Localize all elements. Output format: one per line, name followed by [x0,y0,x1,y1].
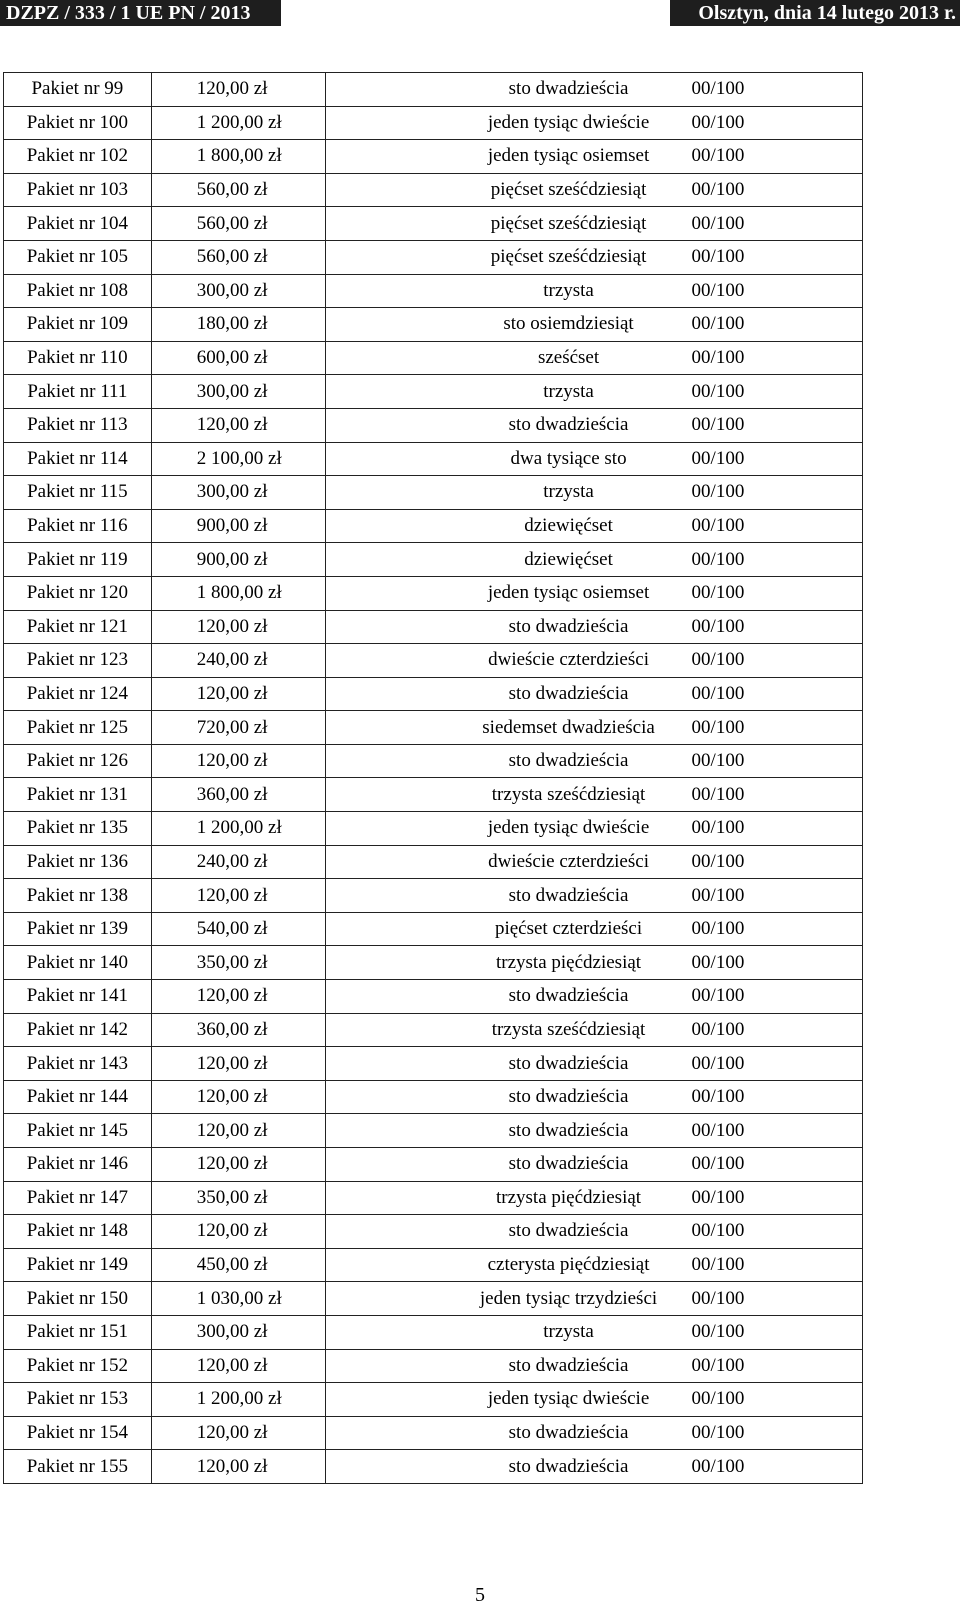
amount-in-words-cell [325,778,862,812]
table-row [4,1148,863,1182]
package-table [3,72,863,1484]
table-row [4,610,863,644]
amount-cell: 1 800,00 zł [151,140,325,174]
amount-cell: 120,00 zł [151,980,325,1014]
grosze-fraction: 00/100 [691,750,745,772]
package-number-cell: Pakiet nr 110 [4,341,152,375]
table-row [4,812,863,846]
grosze-fraction: 00/100 [691,481,745,503]
amount-cell: 120,00 zł [151,677,325,711]
amount-cell: 300,00 zł [151,476,325,510]
package-number-cell: Pakiet nr 113 [4,408,152,442]
table-row [4,912,863,946]
grosze-fraction: 00/100 [691,111,745,133]
amount-in-words-cell [325,879,862,913]
grosze-fraction: 00/100 [691,850,745,872]
table-row [4,240,863,274]
amount-in-words: pięćset sześćdziesiąt [490,246,647,268]
package-number-cell: Pakiet nr 152 [4,1349,152,1383]
table-row [4,207,863,241]
amount-cell: 120,00 zł [151,610,325,644]
grosze-fraction: 00/100 [691,918,745,940]
amount-cell: 1 200,00 zł [151,106,325,140]
package-number-cell: Pakiet nr 153 [4,1383,152,1417]
amount-in-words: jeden tysiąc osiemset [487,582,650,604]
amount-in-words-cell [325,744,862,778]
grosze-fraction: 00/100 [691,783,745,805]
amount-cell: 120,00 zł [151,1450,325,1484]
grosze-fraction: 00/100 [691,1388,745,1410]
amount-cell: 1 200,00 zł [151,1383,325,1417]
amount-in-words-cell [325,341,862,375]
grosze-fraction: 00/100 [691,145,745,167]
amount-in-words: sto dwadzieścia [508,1052,629,1074]
amount-in-words-cell [325,576,862,610]
amount-in-words: sto dwadzieścia [508,884,629,906]
table-row [4,543,863,577]
amount-in-words: trzysta pięćdziesiąt [496,1186,642,1208]
amount-in-words-cell [325,173,862,207]
table-row [4,1383,863,1417]
grosze-fraction: 00/100 [691,380,745,402]
grosze-fraction: 00/100 [691,347,745,369]
package-number-cell: Pakiet nr 147 [4,1181,152,1215]
amount-in-words: sto dwadzieścia [508,750,629,772]
amount-cell: 2 100,00 zł [151,442,325,476]
package-number-cell: Pakiet nr 114 [4,442,152,476]
table-row [4,677,863,711]
amount-in-words-cell [325,1148,862,1182]
document-reference: DZPZ / 333 / 1 UE PN / 2013 [0,0,281,26]
amount-in-words-cell [325,476,862,510]
table-row [4,845,863,879]
table-row [4,274,863,308]
amount-in-words: dziewięćset [524,548,613,570]
document-date: Olsztyn, dnia 14 lutego 2013 r. [670,0,960,26]
table-row [4,106,863,140]
amount-cell: 560,00 zł [151,240,325,274]
amount-in-words: dwa tysiące sto [510,447,627,469]
amount-in-words: sto dwadzieścia [508,1086,629,1108]
amount-in-words-cell [325,509,862,543]
amount-in-words: jeden tysiąc dwieście [487,1388,650,1410]
amount-cell: 300,00 zł [151,274,325,308]
package-table-body [4,73,863,1484]
package-number-cell: Pakiet nr 120 [4,576,152,610]
amount-cell: 120,00 zł [151,1416,325,1450]
amount-cell: 560,00 zł [151,207,325,241]
package-number-cell: Pakiet nr 148 [4,1215,152,1249]
table-row [4,509,863,543]
amount-cell: 1 800,00 zł [151,576,325,610]
grosze-fraction: 00/100 [691,951,745,973]
page-number: 5 [475,1584,485,1606]
amount-in-words-cell [325,812,862,846]
grosze-fraction: 00/100 [691,649,745,671]
amount-in-words: czterysta pięćdziesiąt [487,1254,650,1276]
amount-in-words-cell [325,946,862,980]
amount-cell: 600,00 zł [151,341,325,375]
grosze-fraction: 00/100 [691,817,745,839]
grosze-fraction: 00/100 [691,1052,745,1074]
amount-in-words: sześćset [537,347,600,369]
amount-in-words: jeden tysiąc dwieście [487,817,650,839]
amount-in-words: dwieście czterdzieści [488,850,649,872]
package-number-cell: Pakiet nr 123 [4,644,152,678]
table-row [4,576,863,610]
package-number-cell: Pakiet nr 143 [4,1047,152,1081]
package-number-cell: Pakiet nr 139 [4,912,152,946]
amount-cell: 180,00 zł [151,308,325,342]
table-row [4,711,863,745]
table-row [4,644,863,678]
amount-cell: 1 030,00 zł [151,1282,325,1316]
amount-cell: 120,00 zł [151,879,325,913]
amount-cell: 900,00 zł [151,543,325,577]
amount-cell: 360,00 zł [151,778,325,812]
package-number-cell: Pakiet nr 104 [4,207,152,241]
package-number-cell: Pakiet nr 145 [4,1114,152,1148]
amount-in-words: sto dwadzieścia [508,985,629,1007]
table-row [4,375,863,409]
amount-in-words-cell [325,912,862,946]
table-row [4,341,863,375]
amount-cell: 560,00 zł [151,173,325,207]
grosze-fraction: 00/100 [691,548,745,570]
package-number-cell: Pakiet nr 138 [4,879,152,913]
amount-in-words: trzysta [543,1321,594,1343]
table-row [4,1215,863,1249]
table-row [4,1315,863,1349]
amount-in-words-cell [325,980,862,1014]
amount-in-words: sto osiemdziesiąt [503,313,634,335]
amount-in-words-cell [325,1282,862,1316]
amount-in-words-cell [325,1450,862,1484]
amount-cell: 240,00 zł [151,845,325,879]
amount-in-words-cell [325,1315,862,1349]
grosze-fraction: 00/100 [691,246,745,268]
grosze-fraction: 00/100 [691,1018,745,1040]
amount-in-words: siedemset dwadzieścia [482,716,655,738]
grosze-fraction: 00/100 [691,313,745,335]
table-row [4,1416,863,1450]
table-row [4,1282,863,1316]
package-number-cell: Pakiet nr 141 [4,980,152,1014]
amount-in-words: pięćset czterdzieści [494,918,643,940]
table-row [4,1181,863,1215]
amount-in-words: trzysta [543,481,594,503]
amount-in-words: sto dwadzieścia [508,1220,629,1242]
grosze-fraction: 00/100 [691,1119,745,1141]
amount-in-words-cell [325,375,862,409]
package-number-cell: Pakiet nr 105 [4,240,152,274]
amount-cell: 350,00 zł [151,1181,325,1215]
grosze-fraction: 00/100 [691,985,745,1007]
amount-cell: 900,00 zł [151,509,325,543]
amount-in-words-cell [325,1047,862,1081]
grosze-fraction: 00/100 [691,1220,745,1242]
grosze-fraction: 00/100 [691,212,745,234]
package-number-cell: Pakiet nr 121 [4,610,152,644]
package-number-cell: Pakiet nr 142 [4,1013,152,1047]
package-number-cell: Pakiet nr 125 [4,711,152,745]
package-number-cell: Pakiet nr 154 [4,1416,152,1450]
grosze-fraction: 00/100 [691,1354,745,1376]
amount-in-words: jeden tysiąc osiemset [487,145,650,167]
amount-in-words: sto dwadzieścia [508,1153,629,1175]
grosze-fraction: 00/100 [691,1321,745,1343]
package-number-cell: Pakiet nr 155 [4,1450,152,1484]
grosze-fraction: 00/100 [691,515,745,537]
table-row [4,1248,863,1282]
amount-in-words: sto dwadzieścia [508,1422,629,1444]
amount-in-words: sto dwadzieścia [508,1354,629,1376]
amount-in-words-cell [325,1416,862,1450]
package-number-cell: Pakiet nr 108 [4,274,152,308]
amount-cell: 120,00 zł [151,73,325,107]
amount-in-words-cell [325,644,862,678]
amount-in-words-cell [325,711,862,745]
amount-in-words-cell [325,1181,862,1215]
package-number-cell: Pakiet nr 124 [4,677,152,711]
amount-in-words-cell [325,1013,862,1047]
table-row [4,140,863,174]
amount-in-words-cell [325,1248,862,1282]
table-row [4,879,863,913]
package-number-cell: Pakiet nr 116 [4,509,152,543]
table-row [4,1114,863,1148]
grosze-fraction: 00/100 [691,279,745,301]
package-number-cell: Pakiet nr 115 [4,476,152,510]
package-number-cell: Pakiet nr 119 [4,543,152,577]
amount-in-words: trzysta pięćdziesiąt [496,951,642,973]
amount-cell: 240,00 zł [151,644,325,678]
amount-in-words: trzysta sześćdziesiąt [491,1018,646,1040]
amount-in-words-cell [325,274,862,308]
table-row [4,476,863,510]
amount-in-words: sto dwadzieścia [508,78,629,100]
amount-in-words-cell [325,1114,862,1148]
grosze-fraction: 00/100 [691,1086,745,1108]
package-number-cell: Pakiet nr 135 [4,812,152,846]
grosze-fraction: 00/100 [691,447,745,469]
grosze-fraction: 00/100 [691,682,745,704]
package-number-cell: Pakiet nr 100 [4,106,152,140]
amount-in-words-cell [325,1215,862,1249]
package-number-cell: Pakiet nr 99 [4,73,152,107]
amount-in-words-cell [325,442,862,476]
amount-cell: 120,00 zł [151,1047,325,1081]
package-number-cell: Pakiet nr 149 [4,1248,152,1282]
amount-cell: 120,00 zł [151,1215,325,1249]
package-number-cell: Pakiet nr 144 [4,1080,152,1114]
amount-cell: 120,00 zł [151,1080,325,1114]
table-row [4,778,863,812]
grosze-fraction: 00/100 [691,1455,745,1477]
amount-cell: 120,00 zł [151,1148,325,1182]
amount-in-words-cell [325,240,862,274]
amount-cell: 300,00 zł [151,375,325,409]
amount-in-words-cell [325,1383,862,1417]
package-number-cell: Pakiet nr 109 [4,308,152,342]
amount-in-words-cell [325,845,862,879]
grosze-fraction: 00/100 [691,582,745,604]
amount-cell: 350,00 zł [151,946,325,980]
amount-in-words: jeden tysiąc trzydzieści [479,1287,658,1309]
amount-in-words: sto dwadzieścia [508,615,629,637]
package-number-cell: Pakiet nr 140 [4,946,152,980]
amount-cell: 300,00 zł [151,1315,325,1349]
table-row [4,173,863,207]
package-number-cell: Pakiet nr 103 [4,173,152,207]
grosze-fraction: 00/100 [691,1422,745,1444]
package-number-cell: Pakiet nr 102 [4,140,152,174]
table-row [4,442,863,476]
package-number-cell: Pakiet nr 146 [4,1148,152,1182]
amount-in-words-cell [325,207,862,241]
amount-cell: 120,00 zł [151,1114,325,1148]
amount-cell: 450,00 zł [151,1248,325,1282]
amount-in-words: trzysta sześćdziesiąt [491,783,646,805]
amount-in-words: pięćset sześćdziesiąt [490,212,647,234]
package-number-cell: Pakiet nr 150 [4,1282,152,1316]
amount-in-words-cell [325,1349,862,1383]
grosze-fraction: 00/100 [691,414,745,436]
table-row [4,1013,863,1047]
amount-in-words: jeden tysiąc dwieście [487,111,650,133]
package-number-cell: Pakiet nr 131 [4,778,152,812]
table-row [4,1047,863,1081]
amount-in-words-cell [325,106,862,140]
table-row [4,744,863,778]
amount-in-words-cell [325,610,862,644]
package-number-cell: Pakiet nr 136 [4,845,152,879]
table-row [4,1080,863,1114]
amount-in-words: sto dwadzieścia [508,1119,629,1141]
table-row [4,73,863,107]
amount-cell: 120,00 zł [151,1349,325,1383]
package-number-cell: Pakiet nr 126 [4,744,152,778]
amount-in-words: sto dwadzieścia [508,682,629,704]
amount-cell: 540,00 zł [151,912,325,946]
amount-in-words-cell [325,1080,862,1114]
amount-cell: 1 200,00 zł [151,812,325,846]
amount-cell: 720,00 zł [151,711,325,745]
amount-in-words: pięćset sześćdziesiąt [490,179,647,201]
table-row [4,980,863,1014]
amount-in-words-cell [325,140,862,174]
package-number-cell: Pakiet nr 151 [4,1315,152,1349]
table-row [4,946,863,980]
grosze-fraction: 00/100 [691,1186,745,1208]
amount-cell: 120,00 zł [151,408,325,442]
amount-cell: 360,00 zł [151,1013,325,1047]
grosze-fraction: 00/100 [691,78,745,100]
table-row [4,1450,863,1484]
table-row [4,408,863,442]
package-number-cell: Pakiet nr 111 [4,375,152,409]
amount-in-words: dziewięćset [524,515,613,537]
amount-in-words: trzysta [543,380,594,402]
grosze-fraction: 00/100 [691,884,745,906]
amount-in-words: dwieście czterdzieści [488,649,649,671]
amount-in-words-cell [325,73,862,107]
amount-in-words: sto dwadzieścia [508,1455,629,1477]
table-row [4,1349,863,1383]
amount-in-words-cell [325,677,862,711]
amount-in-words-cell [325,408,862,442]
grosze-fraction: 00/100 [691,179,745,201]
amount-in-words-cell [325,543,862,577]
grosze-fraction: 00/100 [691,1153,745,1175]
grosze-fraction: 00/100 [691,615,745,637]
amount-in-words: trzysta [543,279,594,301]
grosze-fraction: 00/100 [691,1254,745,1276]
amount-in-words-cell [325,308,862,342]
table-row [4,308,863,342]
grosze-fraction: 00/100 [691,716,745,738]
amount-cell: 120,00 zł [151,744,325,778]
amount-in-words: sto dwadzieścia [508,414,629,436]
grosze-fraction: 00/100 [691,1287,745,1309]
